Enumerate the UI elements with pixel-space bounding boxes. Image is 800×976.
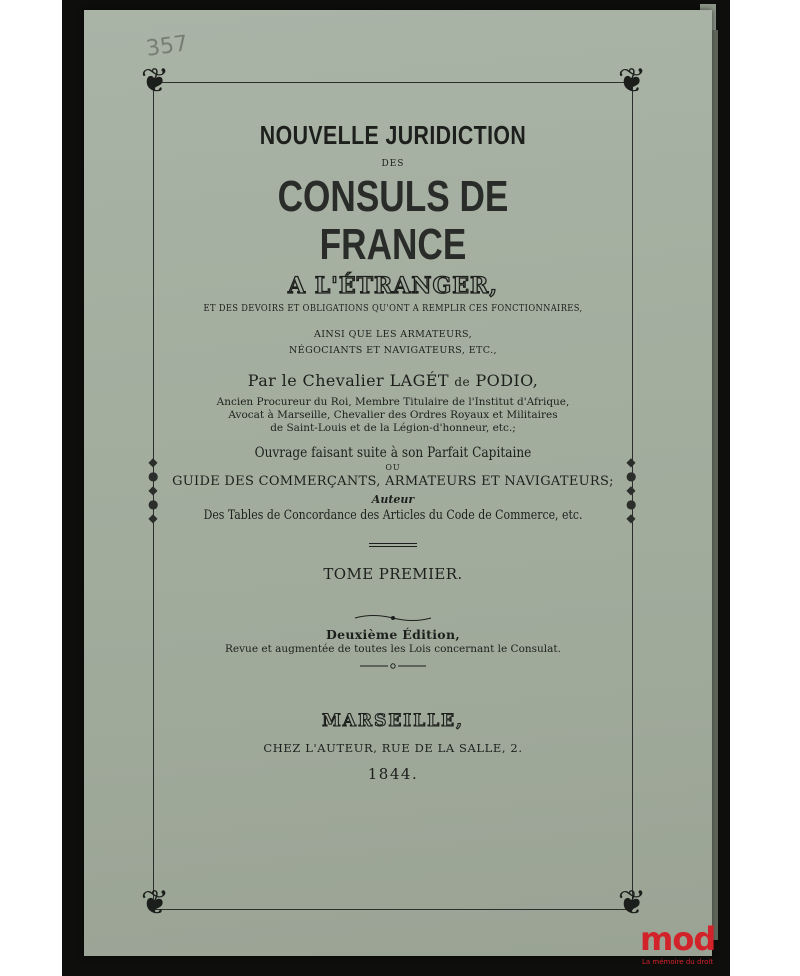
author-place: PODIO, [475,371,539,390]
divider-rule [369,543,417,547]
title-page-content [160,120,626,783]
publisher-city: MARSEILLE, [321,711,465,731]
corner-ornament-bottom-left-icon: ❦ [140,883,170,923]
author-particle: de [454,375,471,389]
auteur-line: Auteur [371,493,415,506]
mod-logo [640,920,736,968]
subtitle-line-1: ET DES DEVOIRS ET OBLIGATIONS QU'ONT A REMPLIR CES FONCTIONNAIRES, [203,304,583,314]
author-name: LAGÉT [389,371,449,390]
credentials-line-1: Ancien Procureur du Roi, Membre Titulaire de l'Institut d'Afrique, [216,396,570,408]
corner-ornament-bottom-right-icon: ❦ [617,883,647,923]
publication-year: 1844. [367,765,419,783]
main-title: CONSULS DE FRANCE [277,172,509,269]
logo-mark: mod [640,920,716,958]
credentials-line-2: Avocat à Marseille, Chevalier des Ordres Royaux et Militaires [228,409,558,421]
title-connector: DES [381,159,405,169]
logo-tagline: La mémoire du droit [642,958,714,966]
revision-note: Revue et augmentée de toutes les Lois concernant le Consulat. [225,643,561,655]
publisher-address: CHEZ L'AUTEUR, RUE DE LA SALLE, 2. [263,741,523,755]
side-ornament-left-icon: ◆ ● ◆ ● ◆ [148,455,159,525]
author-credentials [160,396,626,435]
subtitle-line-3: NÉGOCIANTS ET NAVIGATEURS, ETC., [289,345,497,356]
tome-label: TOME PREMIER. [323,565,463,583]
tables-line: Des Tables de Concordance des Articles du Code de Commerce, etc. [203,508,583,523]
side-ornament-right-icon: ◆ ● ◆ ● ◆ [626,455,637,525]
corner-ornament-top-left-icon: ❦ [140,61,170,101]
flourish-ornament-2-icon [358,661,428,671]
pencil-annotation: 357 [144,31,190,62]
ouvrage-line: Ouvrage faisant suite à son Parfait Capitaine [254,445,532,461]
corner-ornament-top-right-icon: ❦ [617,61,647,101]
ou-line: OU [385,463,401,472]
credentials-line-3: de Saint-Louis et de la Légion-d'honneur, etc.; [270,422,516,434]
author-line [160,371,626,390]
flourish-ornament-icon [353,613,433,623]
guide-line: GUIDE DES COMMERÇANTS, ARMATEURS ET NAVIGATEURS; [172,474,614,489]
edition-label: Deuxième Édition, [326,627,460,642]
title-line-3: A L'ÉTRANGER, [287,273,499,299]
subtitle-line-2: AINSI QUE LES ARMATEURS, [313,329,473,340]
title-line-1: NOUVELLE JURIDICTION [259,120,527,150]
author-prefix: Par le Chevalier [247,371,385,390]
